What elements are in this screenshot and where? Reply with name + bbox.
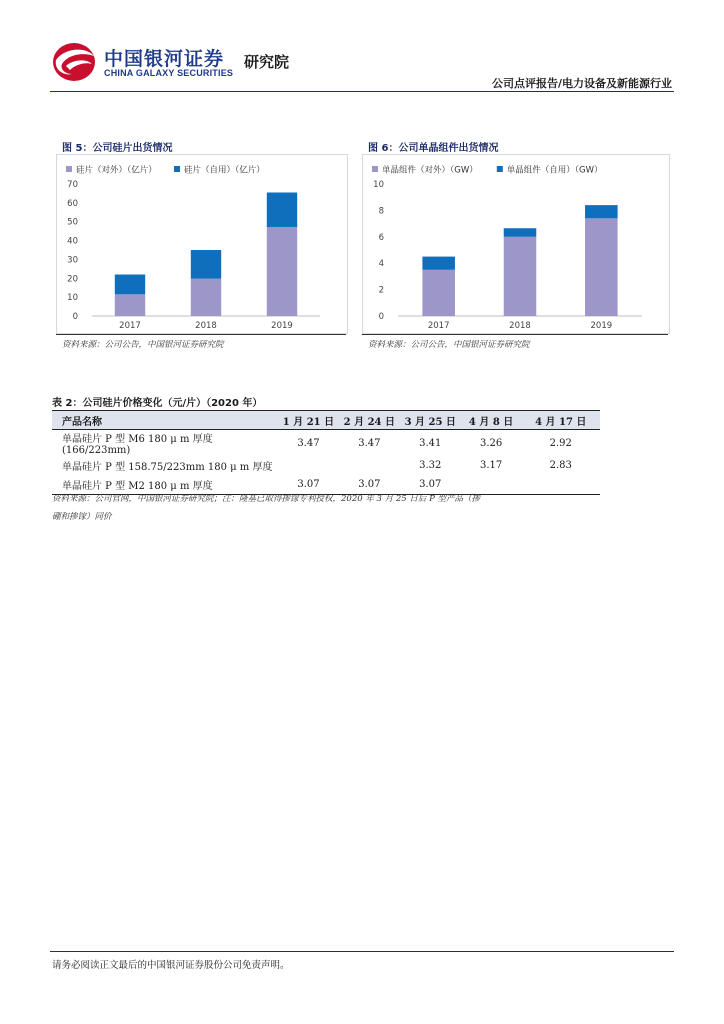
legend-label: 单晶组件（对外）（GW） — [382, 165, 478, 176]
y-tick-label: 70 — [67, 180, 78, 190]
galaxy-logo-icon — [50, 40, 98, 84]
y-tick-label: 20 — [67, 274, 78, 285]
y-tick-label: 10 — [67, 293, 78, 304]
column-header: 4 月 17 日 — [535, 416, 587, 428]
bar-segment — [191, 250, 221, 279]
price-table — [52, 410, 600, 495]
column-header: 4 月 8 日 — [468, 416, 514, 428]
price-cell: 3.07 — [419, 479, 442, 490]
price-cell: 3.07 — [297, 479, 320, 490]
y-tick-label: 50 — [67, 217, 78, 228]
y-tick-label: 10 — [373, 180, 384, 190]
report-type: 公司点评报告/电力设备及新能源行业 — [491, 77, 672, 90]
figure-6-chart — [362, 154, 668, 332]
y-tick-label: 8 — [378, 206, 384, 217]
legend-swatch — [497, 166, 503, 172]
price-cell: 3.17 — [479, 460, 503, 471]
figure-5-rule — [56, 334, 346, 335]
price-cell: 3.07 — [358, 479, 381, 490]
figure-6-source: 资料来源：公司公告，中国银河证券研究院 — [368, 340, 530, 350]
y-tick-label: 0 — [378, 312, 384, 322]
footer-rule — [50, 951, 674, 952]
header-rule — [50, 91, 674, 92]
x-tick-label: 2018 — [509, 321, 531, 331]
logo-chinese-name: 中国银河证券 — [104, 48, 225, 70]
bar-segment — [191, 279, 221, 316]
price-cell — [278, 456, 339, 475]
bar-segment — [422, 270, 455, 316]
table-2-title: 表 2：公司硅片价格变化（元/片）（2020 年） — [52, 398, 263, 409]
legend-label: 硅片（对外）（亿片） — [76, 165, 157, 176]
bar-segment — [115, 294, 145, 316]
column-header: 2 月 24 日 — [343, 416, 395, 428]
bar-segment — [422, 257, 455, 270]
bar-segment — [267, 227, 297, 316]
y-tick-label: 6 — [378, 232, 384, 243]
institute-label: 研究院 — [244, 53, 290, 71]
bar-segment — [504, 228, 537, 237]
x-tick-label: 2017 — [119, 321, 141, 331]
y-tick-label: 4 — [378, 259, 384, 270]
price-cell — [339, 456, 400, 475]
y-tick-label: 0 — [72, 312, 78, 322]
bar-segment — [504, 237, 537, 316]
y-tick-label: 30 — [67, 255, 78, 266]
price-cell: 2.92 — [549, 437, 572, 449]
bar-segment — [267, 192, 297, 227]
y-tick-label: 2 — [378, 285, 384, 296]
column-header: 3 月 25 日 — [404, 416, 456, 428]
legend-label: 硅片（自用）（亿片） — [184, 165, 265, 176]
product-name-cell: 单晶硅片 P 型 M2 180 μ m 厚度 — [62, 481, 213, 492]
product-name-cell: 单晶硅片 P 型 M6 180 μ m 厚度(166/223mm) — [62, 434, 213, 456]
price-cell: 3.47 — [358, 437, 381, 449]
table-header-row — [52, 411, 600, 430]
table-2-note: 资料来源：公司官网，中国银河证券研究院；注：隆基已取得掺镓专利授权，2020 年 3 月 25 日后 P 型产品（掺 — [52, 494, 480, 504]
bar-segment — [585, 205, 618, 218]
logo-english-name: CHINA GALAXY SECURITIES — [104, 68, 234, 78]
price-cell: 3.47 — [297, 437, 320, 449]
table-2-note-continued: 硼和掺镓）同价 — [52, 512, 112, 522]
table-row — [52, 430, 600, 457]
legend-label: 单晶组件（自用）（GW） — [506, 165, 603, 176]
column-header: 产品名称 — [62, 416, 102, 428]
x-tick-label: 2018 — [195, 321, 217, 331]
x-tick-label: 2019 — [271, 321, 293, 331]
company-logo — [50, 40, 98, 84]
footer-disclaimer: 请务必阅读正文最后的中国银河证券股份公司免责声明。 — [52, 960, 290, 971]
bar-segment — [115, 275, 145, 295]
price-cell: 3.32 — [419, 460, 442, 471]
y-tick-label: 40 — [67, 236, 78, 247]
x-tick-label: 2019 — [590, 321, 613, 331]
figure-5-title: 图 5：公司硅片出货情况 — [62, 143, 173, 154]
figure-5-chart — [56, 154, 346, 332]
figure-6-rule — [362, 334, 668, 335]
price-cell: 3.26 — [479, 437, 503, 449]
price-cell: 2.83 — [549, 460, 572, 471]
table-row — [52, 456, 600, 475]
figure-5-source: 资料来源：公司公告，中国银河证券研究院 — [62, 340, 224, 350]
legend-swatch — [66, 166, 72, 172]
column-header: 1 月 21 日 — [282, 416, 335, 428]
product-name-cell: 单晶硅片 P 型 158.75/223mm 180 μ m 厚度 — [62, 462, 273, 473]
legend-swatch — [372, 166, 378, 172]
figure-6-title: 图 6：公司单晶组件出货情况 — [368, 143, 499, 154]
bar-segment — [585, 218, 618, 316]
y-tick-label: 60 — [67, 198, 78, 209]
price-cell: 3.41 — [419, 437, 442, 449]
price-table-wrapper — [52, 410, 600, 495]
x-tick-label: 2017 — [427, 321, 450, 331]
legend-swatch — [174, 166, 180, 172]
